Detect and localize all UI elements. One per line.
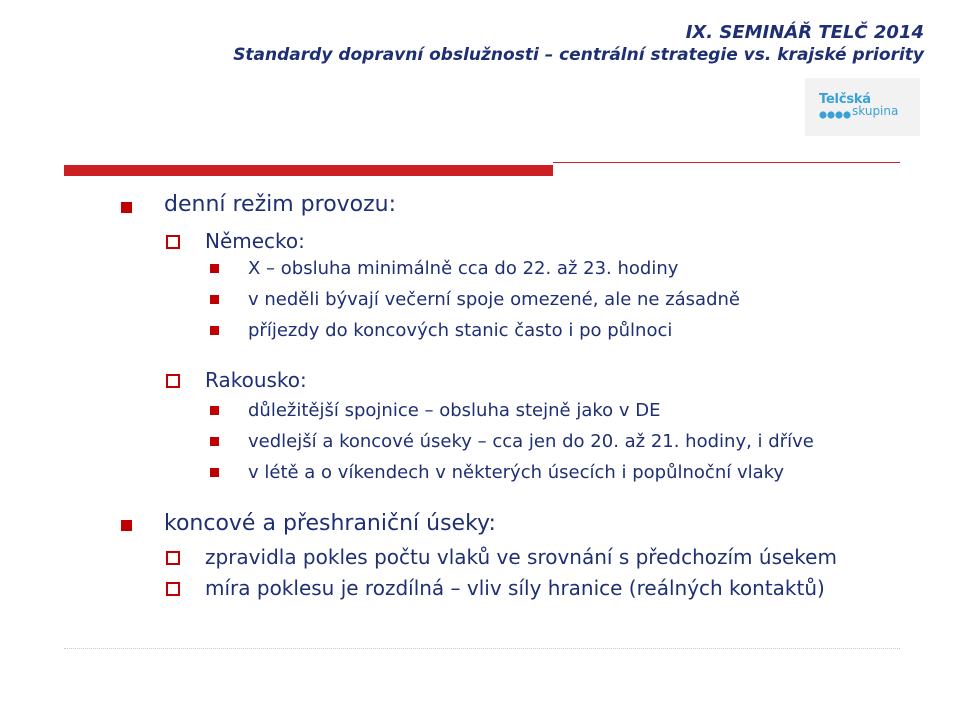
header-accent-bar [64,165,553,176]
bullet-text: vedlejší a koncové úseky – cca jen do 20. až 21. hodiny, i dříve [248,431,814,452]
bullet-text: Rakousko: [205,368,307,392]
bullet-text: X – obsluha minimálně cca do 22. až 23. hodiny [248,258,679,279]
bullet-text: příjezdy do koncových stanic často i po půlnoci [248,320,673,341]
solid-square-bullet-icon [121,520,132,531]
logo-text-skupina: skupina [852,104,899,118]
open-square-bullet-icon [166,582,180,596]
footer-dotted-rule [64,648,900,649]
bullet-text: Německo: [205,229,305,253]
solid-square-bullet-icon [210,264,219,273]
bullet-text: v neděli bývají večerní spoje omezené, ale ne zásadně [248,289,740,310]
solid-square-bullet-icon [121,202,132,213]
bullet-text: důležitější spojnice – obsluha stejně jako v DE [248,400,661,421]
logo-text-telcska: Telčská [819,92,871,107]
bullet-text: v létě a o víkendech v některých úsecích i popůlnoční vlaky [248,462,785,483]
open-square-bullet-icon [166,374,180,388]
solid-square-bullet-icon [210,295,219,304]
bullet-text: míra poklesu je rozdílná – vliv síly hranice (reálných kontaktů) [205,576,825,600]
bullet-text: zpravidla pokles počtu vlaků ve srovnání s předchozím úsekem [205,545,837,569]
header-thin-rule [553,162,900,163]
solid-square-bullet-icon [210,468,219,477]
open-square-bullet-icon [166,235,180,249]
solid-square-bullet-icon [210,406,219,415]
bullet-text: denní režim provozu: [164,192,397,217]
open-square-bullet-icon [166,551,180,565]
logo-dots-icon [819,110,851,120]
solid-square-bullet-icon [210,326,219,335]
bullet-text: koncové a přeshraniční úseky: [164,511,496,536]
telcska-skupina-logo [805,78,920,136]
presentation-subtitle: Standardy dopravní obslužnosti – centrální strategie vs. krajské priority [233,45,924,65]
solid-square-bullet-icon [210,437,219,446]
presentation-title: IX. SEMINÁŘ TELČ 2014 [685,22,924,43]
